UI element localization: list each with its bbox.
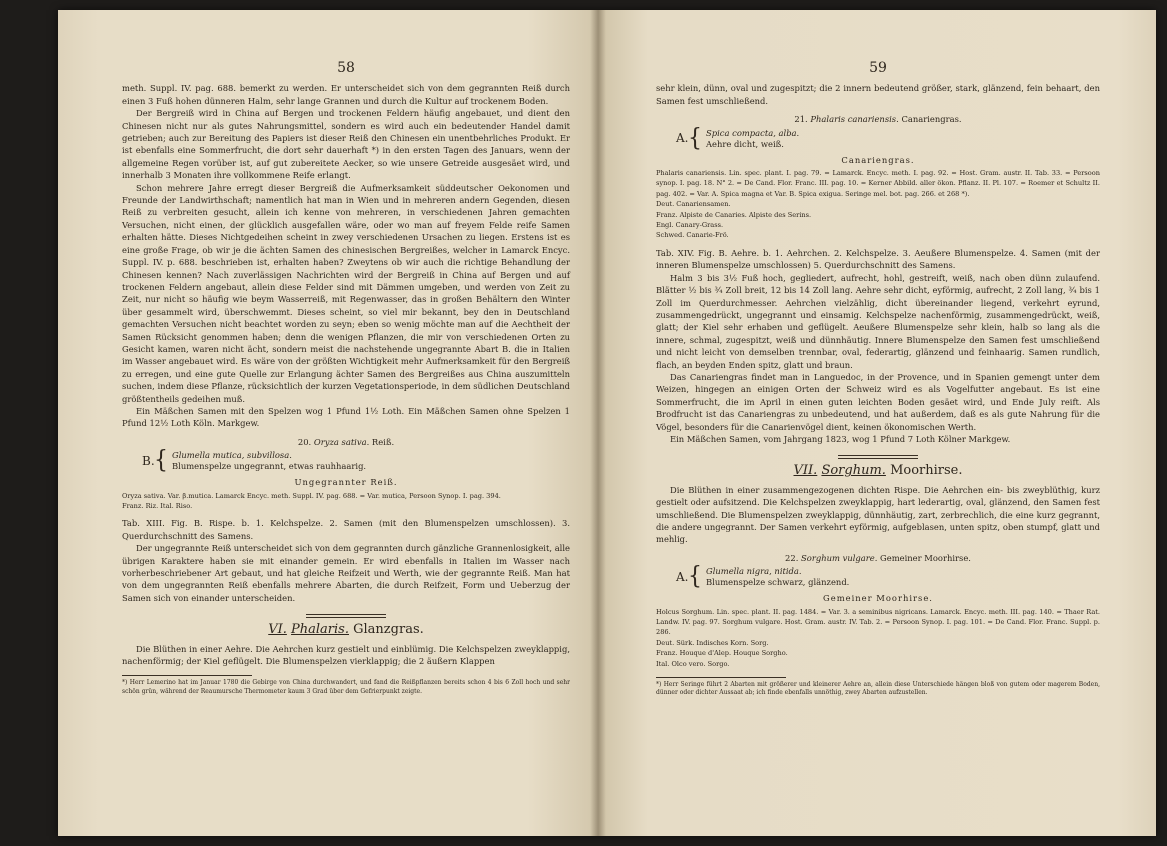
species-number: 21. — [794, 114, 808, 125]
footnote-divider — [122, 675, 252, 676]
paragraph: Schon mehrere Jahre erregt dieser Bergreiß die Aufmerksamkeit süddeutscher Oekonomen und Freunde der Landwirthschaft; namentlich hat man in Wien und in mehreren andern Gegenden, diesen Reiß zu verbreiten gesucht, allein ich kenne von mehreren, in verschiedenen Jahren gemachten Versuchen, nicht einen, der glücklich ausgefallen wäre, oder wo man auf freyem Felde reife Samen erhalten hätte. Dieses Nichtgedeihen scheint in zwey verschiedenen Ursachen zu liegen. Erstens ist es eine große Frage, ob wir je die ächten Samen des chinesischen Bergreißes, welcher in Lamarck Encyc. Suppl. IV. p. 688. beschrieben ist, erhalten haben? Zweytens ob wir auch die richtige Behandlung der Chinesen kennen? Nach zuverlässigen Nachrichten wird der Bergreiß in China auf Bergen und auf trockenen Feldern angebaut, allein diese Felder sind mit Dämmen umgeben, und werden von Zeit zu Zeit, nur nicht so häufig wie beym Wasserreiß, mit Regenwasser, das in großen Behältern den Winter über gesammelt wird, überschwemmt. Dieses scheint, so viel mir bekannt, bey den in Deutschland gemachten Versuchen nicht beachtet worden zu seyn; eben so wenig möchte man auf die Aechtheit der Samen Rücksicht genommen haben; denn die wenigen Pflanzen, die mir von verschiedenen Orten zu Gesicht kamen, waren nicht ächt, sondern meist die nachstehende ungegrannte Abart B. die in Italien im Wasser angebauet wird. Es wäre von der größten Wichtigkeit mehr Aufmerksamkeit für den Bergreiß zu erregen, und eine gute Quelle zur Erlangung ächter Samen des Bergreißes aus China auszumitteln suchen, indem diese Pflanze, rücksichtlich der kurzen Vegetationsperiode, in dem südlichen Deutschland größtentheils gedeihen muß. — [122, 182, 571, 404]
variety-diagnosis — [676, 562, 1100, 591]
page-number: 58 — [337, 60, 355, 76]
footnote-divider — [656, 677, 786, 678]
paragraph: Das Canariengras findet man in Languedoc, in der Provence, und in Spanien gemengt unter dem Weizen, hingegen an einigen Orten der Schweiz wird es als Vogelfutter angebaut. Es ist eine Sommerfrucht, die im April in einen guten leichten Boden gesäet wird, und Ende July reift. Als Brodfrucht ist das Canariengras zu unbedeutend, und hat außerdem, daß es als gute Nahrung für die Vögel, besonders für die Canarienvögel dient, keinen ökonomischen Werth. — [656, 371, 1100, 432]
synonyms: Phalaris canariensis. Lin. spec. plant. I. pag. 79. = Lamarck. Encyc. meth. I. pag. 92. = Host. Gram. austr. II. Tab. 33. = Persoon synop. I. pag. 18. N° 2. = De Cand. Flor. Franc. III. pag. 10. = Kerner Abbild. aller ökon. Pflanz. II. Pl. 107. = Roemer et Schultz II. pag. 402. = Var. A. Spica magna et Var. B. Spica exigua. Seringe mel. bot. pag. 266. et 268 *). — [656, 169, 1100, 198]
variety-diagnosis — [676, 124, 1100, 152]
variety-latin: Glumella mutica, subvillosa. — [172, 450, 292, 461]
variety-german: Blumenspelze schwarz, glänzend. — [706, 577, 850, 588]
species-heading — [656, 552, 1100, 564]
paragraph: Die Blüthen in einer Aehre. Die Aehrchen kurz gestielt und einblümig. Die Kelchspelzen zweyklappig, nachenförmig; der Kiel geflügelt. Die Blumenspelzen vierklappig; die 2 äußern Klappen — [122, 643, 570, 667]
book-spread — [58, 10, 1156, 836]
synonyms: Oryza sativa. Var. β.mutica. Lamarck Encyc. meth. Suppl. IV. pag. 688. = Var. mutica, Persoon Synop. I. pag. 394. — [122, 491, 501, 500]
genus-latin-name: Sorghum. — [821, 463, 886, 479]
brace-icon: { — [154, 446, 168, 475]
plate-reference: Tab. XIV. Fig. B. Aehre. b. 1. Aehrchen. 2. Kelchspelze. 3. Aeußere Blumenspelze. 4. Samen (mit der inneren Blumenspelze umschlossen) 5. Querdurchschnitt des Samens. — [656, 247, 1100, 271]
footnote: *) Herr Lemerino hat im Januar 1780 die Gebirge von China durchwandert, und fand die Reißpflanzen bereits schon 4 bis 6 Zoll hoch und sehr schön grün, während der Reaumursche Thermometer kaum 3 Grad über dem Gefrierpunkt zeigte. — [122, 679, 570, 695]
species-common-name: Canariengras. — [901, 114, 962, 125]
book-gutter — [590, 10, 606, 836]
species-latin-name: Oryza sativa. — [313, 436, 370, 447]
vernacular-names: Deut. Sürk. Indisches Korn. Sorg. Franz. Houque d'Alep. Houque Sorgho. Ital. Olco vero. Sorgo. — [656, 638, 788, 668]
section-divider — [838, 455, 918, 459]
left-page — [58, 10, 598, 836]
paragraph: Die Blüthen in einer zusammengezogenen dichten Rispe. Die Aehrchen ein- bis zweyblüthig, kurz gestielt oder aufsitzend. Die Kelchspelzen zweyklappig, hart lederartig, oval, glänzend, den Samen fest umschließend. Die Blumenspelzen zweyklappig, dünnhäutig, zart, zerbrechlich, die eine kurz gegrannt, die andere ungegrannt. Der Samen verkehrt eyförmig, aufgeblasen, unten spitz, oben stumpf, glatt und mehlig. — [656, 484, 1100, 545]
description: Halm 3 bis 3½ Fuß hoch, gegliedert, aufrecht, hohl, gestreift, weiß, nach oben dünn zulaufend. Blätter ½ bis ¾ Zoll breit, 12 bis 14 Zoll lang. Aehre sehr dicht, eyförmig, aufrecht, 2 Zoll lang, ¾ bis 1 Zoll im Querdurchmesser. Aehrchen vielzählig, dicht übereinander liegend, verkehrt eyrund, zusammengedrückt, ungegrannt und einsamig. Kelchspelze nachenförmig, zusammengedrückt, weiß, glatt; der Kiel sehr erhaben und geflügelt. Aeußere Blumenspelze sehr klein, halb so lang als die innere, schmal, zugespitzt, weiß und dünnhäutig. Innere Blumenspelze den Samen fest umschließend und nicht leicht von demselben trennbar, oval, federartig, glänzend und feinhaarig. Samen rundlich, flach, an beyden Enden spitz, glatt und braun. — [656, 272, 1100, 370]
species-heading — [122, 436, 570, 448]
species-latin-name: Sorghum vulgare. — [801, 552, 878, 563]
species-latin-name: Phalaris canariensis. — [810, 114, 899, 125]
section-divider — [306, 614, 386, 618]
paragraph: Der ungegrannte Reiß unterscheidet sich von dem gegrannten durch gänzliche Grannenlosigkeit, alle übrigen Karaktere haben sie mit einander gemein. Er wird ebenfalls in Italien im Wasser nach vorherbeschriebener Art gebaut, und hat gleiche Reifzeit und Werth, wie der gegrannte Reiß. Man hat von dem ungegrannten Reiß ebenfalls mehrere Abarten, die durch Reifzeit, Form und Ueberzug der Samen sich von einander unterscheiden. — [122, 543, 570, 603]
variety-letter: A. — [676, 570, 689, 585]
variety-letter: B. — [142, 453, 155, 468]
brace-icon: { — [688, 124, 702, 152]
genus-latin-name: Phalaris. — [291, 622, 349, 638]
plate-reference: Tab. XIII. Fig. B. Rispe. b. 1. Kelchspelze. 2. Samen (mit den Blumenspelzen umschlossen). 3. Querdurchschnitt des Samens. — [122, 518, 570, 541]
variety-diagnosis — [142, 446, 570, 475]
genus-common-name: Moorhirse. — [890, 463, 963, 479]
right-page — [598, 10, 1156, 836]
vernacular-names: Deut. Canariensamen. Franz. Alpiste de Canaries. Alpiste des Serins. Engl. Canary-Grass. Schwed. Canarie-Frö. — [656, 200, 812, 240]
paragraph: meth. Suppl. IV. pag. 688. bemerkt zu werden. Er unterscheidet sich von dem gegrannten Reiß durch einen 3 Fuß hohen dünneren Halm, sehr lange Grannen und durch die Kultur auf trockenem Boden. — [122, 83, 570, 106]
variety-latin: Spica compacta, alba. — [706, 127, 800, 138]
synonyms: Holcus Sorghum. Lin. spec. plant. II. pag. 1484. = Var. 3. a seminibus nigricans. Lamarck. Encyc. meth. III. pag. 140. = Thaer Rat. Landw. IV. pag. 97. Sorghum vulgare. Host. Gram. austr. IV. Tab. 2. = Persoon Synop. I. pag. 101. = De Cand. Flor. Franc. Suppl. p. 286. — [656, 607, 1100, 637]
genus-number: VI. — [268, 622, 287, 638]
variety-german: Aehre dicht, weiß. — [706, 138, 784, 149]
brace-icon: { — [688, 562, 702, 591]
paragraph: Ein Mäßchen Samen, vom Jahrgang 1823, wog 1 Pfund 7 Loth Kölner Markgew. — [670, 433, 1011, 444]
footnote: *) Herr Seringe führt 2 Abarten mit größerer und kleinerer Aehre an, allein diese Unterschiede hängen bloß von gutem oder magerem Boden, dünner oder dichter Aussaat ab; ich finde ebenfalls unnöthig, zwey Abarten aufzustellen. — [656, 681, 1100, 697]
species-number: 22. — [785, 552, 799, 563]
variety-letter: A. — [676, 131, 689, 146]
paragraph: Der Bergreiß wird in China auf Bergen und trockenen Feldern häufig angebauet, und dient den Chinesen nicht nur als gutes Nahrungsmittel, sondern es wird auch ein bedeutender Handel damit getrieben; auch zur Bereitung des Papiers ist dieser Reiß den Chinesen ein unentbehrliches Produkt. Er ist ebenfalls eine Sommerfrucht, die dort sehr dauerhaft *) in den ersten Tagen des Januars, wenn der allgemeine Regen vorüber ist, auf gut zubereitete Aecker, so wie unsere Getreide ausgesäet wird, und innerhalb 3 Monaten ihre vollkommene Reife erlangt. — [122, 108, 570, 181]
page-number: 59 — [869, 60, 887, 76]
species-heading — [656, 113, 1100, 125]
genus-heading — [656, 465, 1100, 477]
species-number: 20. — [297, 436, 312, 447]
vernacular-names: Franz. Riz. Ital. Riso. — [122, 502, 193, 510]
variety-latin: Glumella nigra, nitida. — [706, 566, 802, 577]
variety-german: Blumenspelze ungegrannt, etwas rauhhaarig. — [172, 461, 367, 472]
species-common-name: Reiß. — [371, 436, 395, 447]
variety-heading: Canariengras. — [841, 154, 915, 165]
variety-heading: Ungegrannter Reiß. — [294, 477, 398, 488]
genus-common-name: Glanzgras. — [353, 622, 424, 638]
variety-heading: Gemeiner Moorhirse. — [823, 593, 933, 604]
paragraph: sehr klein, dünn, oval und zugespitzt; die 2 innern bedeutend größer, stark, glänzend, fein behaart, den Samen fest umschließend. — [656, 83, 1100, 106]
genus-heading — [122, 624, 570, 636]
species-common-name: Gemeiner Moorhirse. — [880, 552, 971, 563]
genus-number: VII. — [793, 463, 818, 479]
paragraph: Ein Mäßchen Samen mit den Spelzen wog 1 Pfund 1½ Loth. Ein Mäßchen Samen ohne Spelzen 1 Pfund 12½ Loth Köln. Markgew. — [122, 405, 570, 429]
